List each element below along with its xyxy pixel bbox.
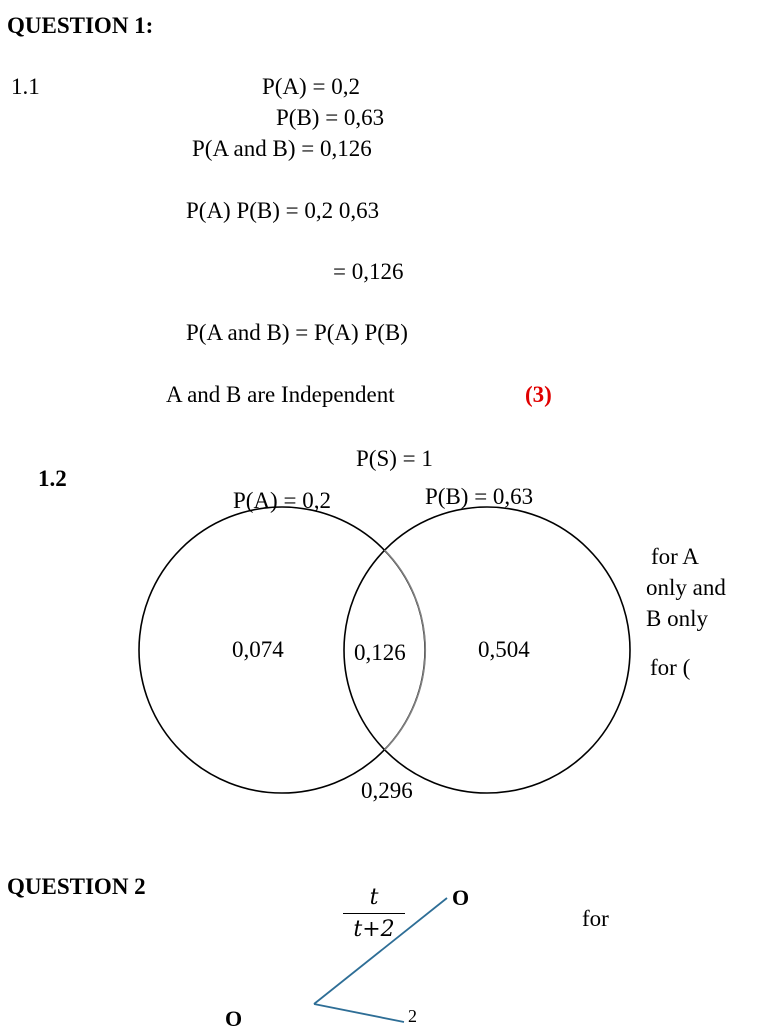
- question-1-heading: QUESTION 1:: [7, 13, 154, 38]
- prob-a-and-b-line: P(A and B) = 0,126: [192, 136, 372, 161]
- small-number: 2: [408, 1006, 417, 1026]
- q2-note: for: [582, 906, 609, 931]
- circle-b-label: P(B) = 0,63: [425, 484, 534, 509]
- prob-a-line: P(A) = 0,2: [262, 74, 360, 99]
- question-2-heading: QUESTION 2: [7, 874, 146, 899]
- branch-fraction: [343, 885, 405, 943]
- product-result-line: = 0,126: [333, 259, 404, 284]
- marks-badge: (3): [525, 382, 552, 407]
- note-line-4: for (: [650, 655, 691, 680]
- conclusion-line: A and B are Independent: [166, 382, 395, 407]
- equality-line: P(A and B) = P(A) P(B): [186, 320, 408, 345]
- fraction-denominator: t+2: [353, 917, 395, 942]
- tree-branch-lower: [314, 1004, 404, 1022]
- note-line-3: B only: [646, 606, 708, 631]
- circle-a-label: P(A) = 0,2: [233, 488, 331, 513]
- b-only-value: 0,504: [478, 637, 530, 662]
- part-1-1-number: 1.1: [11, 74, 40, 99]
- fraction-bar: [343, 913, 405, 914]
- sample-space-label: P(S) = 1: [356, 446, 433, 471]
- product-line: P(A) P(B) = 0,2 0,63: [186, 198, 380, 223]
- note-line-2: only and: [646, 575, 726, 600]
- branch-label-top: O: [452, 885, 470, 910]
- branch-label-left: O: [225, 1006, 243, 1031]
- note-line-1: for A: [651, 544, 699, 569]
- part-1-2-number: 1.2: [38, 466, 67, 491]
- outside-value: 0,296: [361, 778, 413, 803]
- prob-b-line: P(B) = 0,63: [276, 105, 385, 130]
- intersection-value: 0,126: [354, 640, 406, 665]
- a-only-value: 0,074: [232, 637, 284, 662]
- fraction-numerator: t: [369, 885, 379, 910]
